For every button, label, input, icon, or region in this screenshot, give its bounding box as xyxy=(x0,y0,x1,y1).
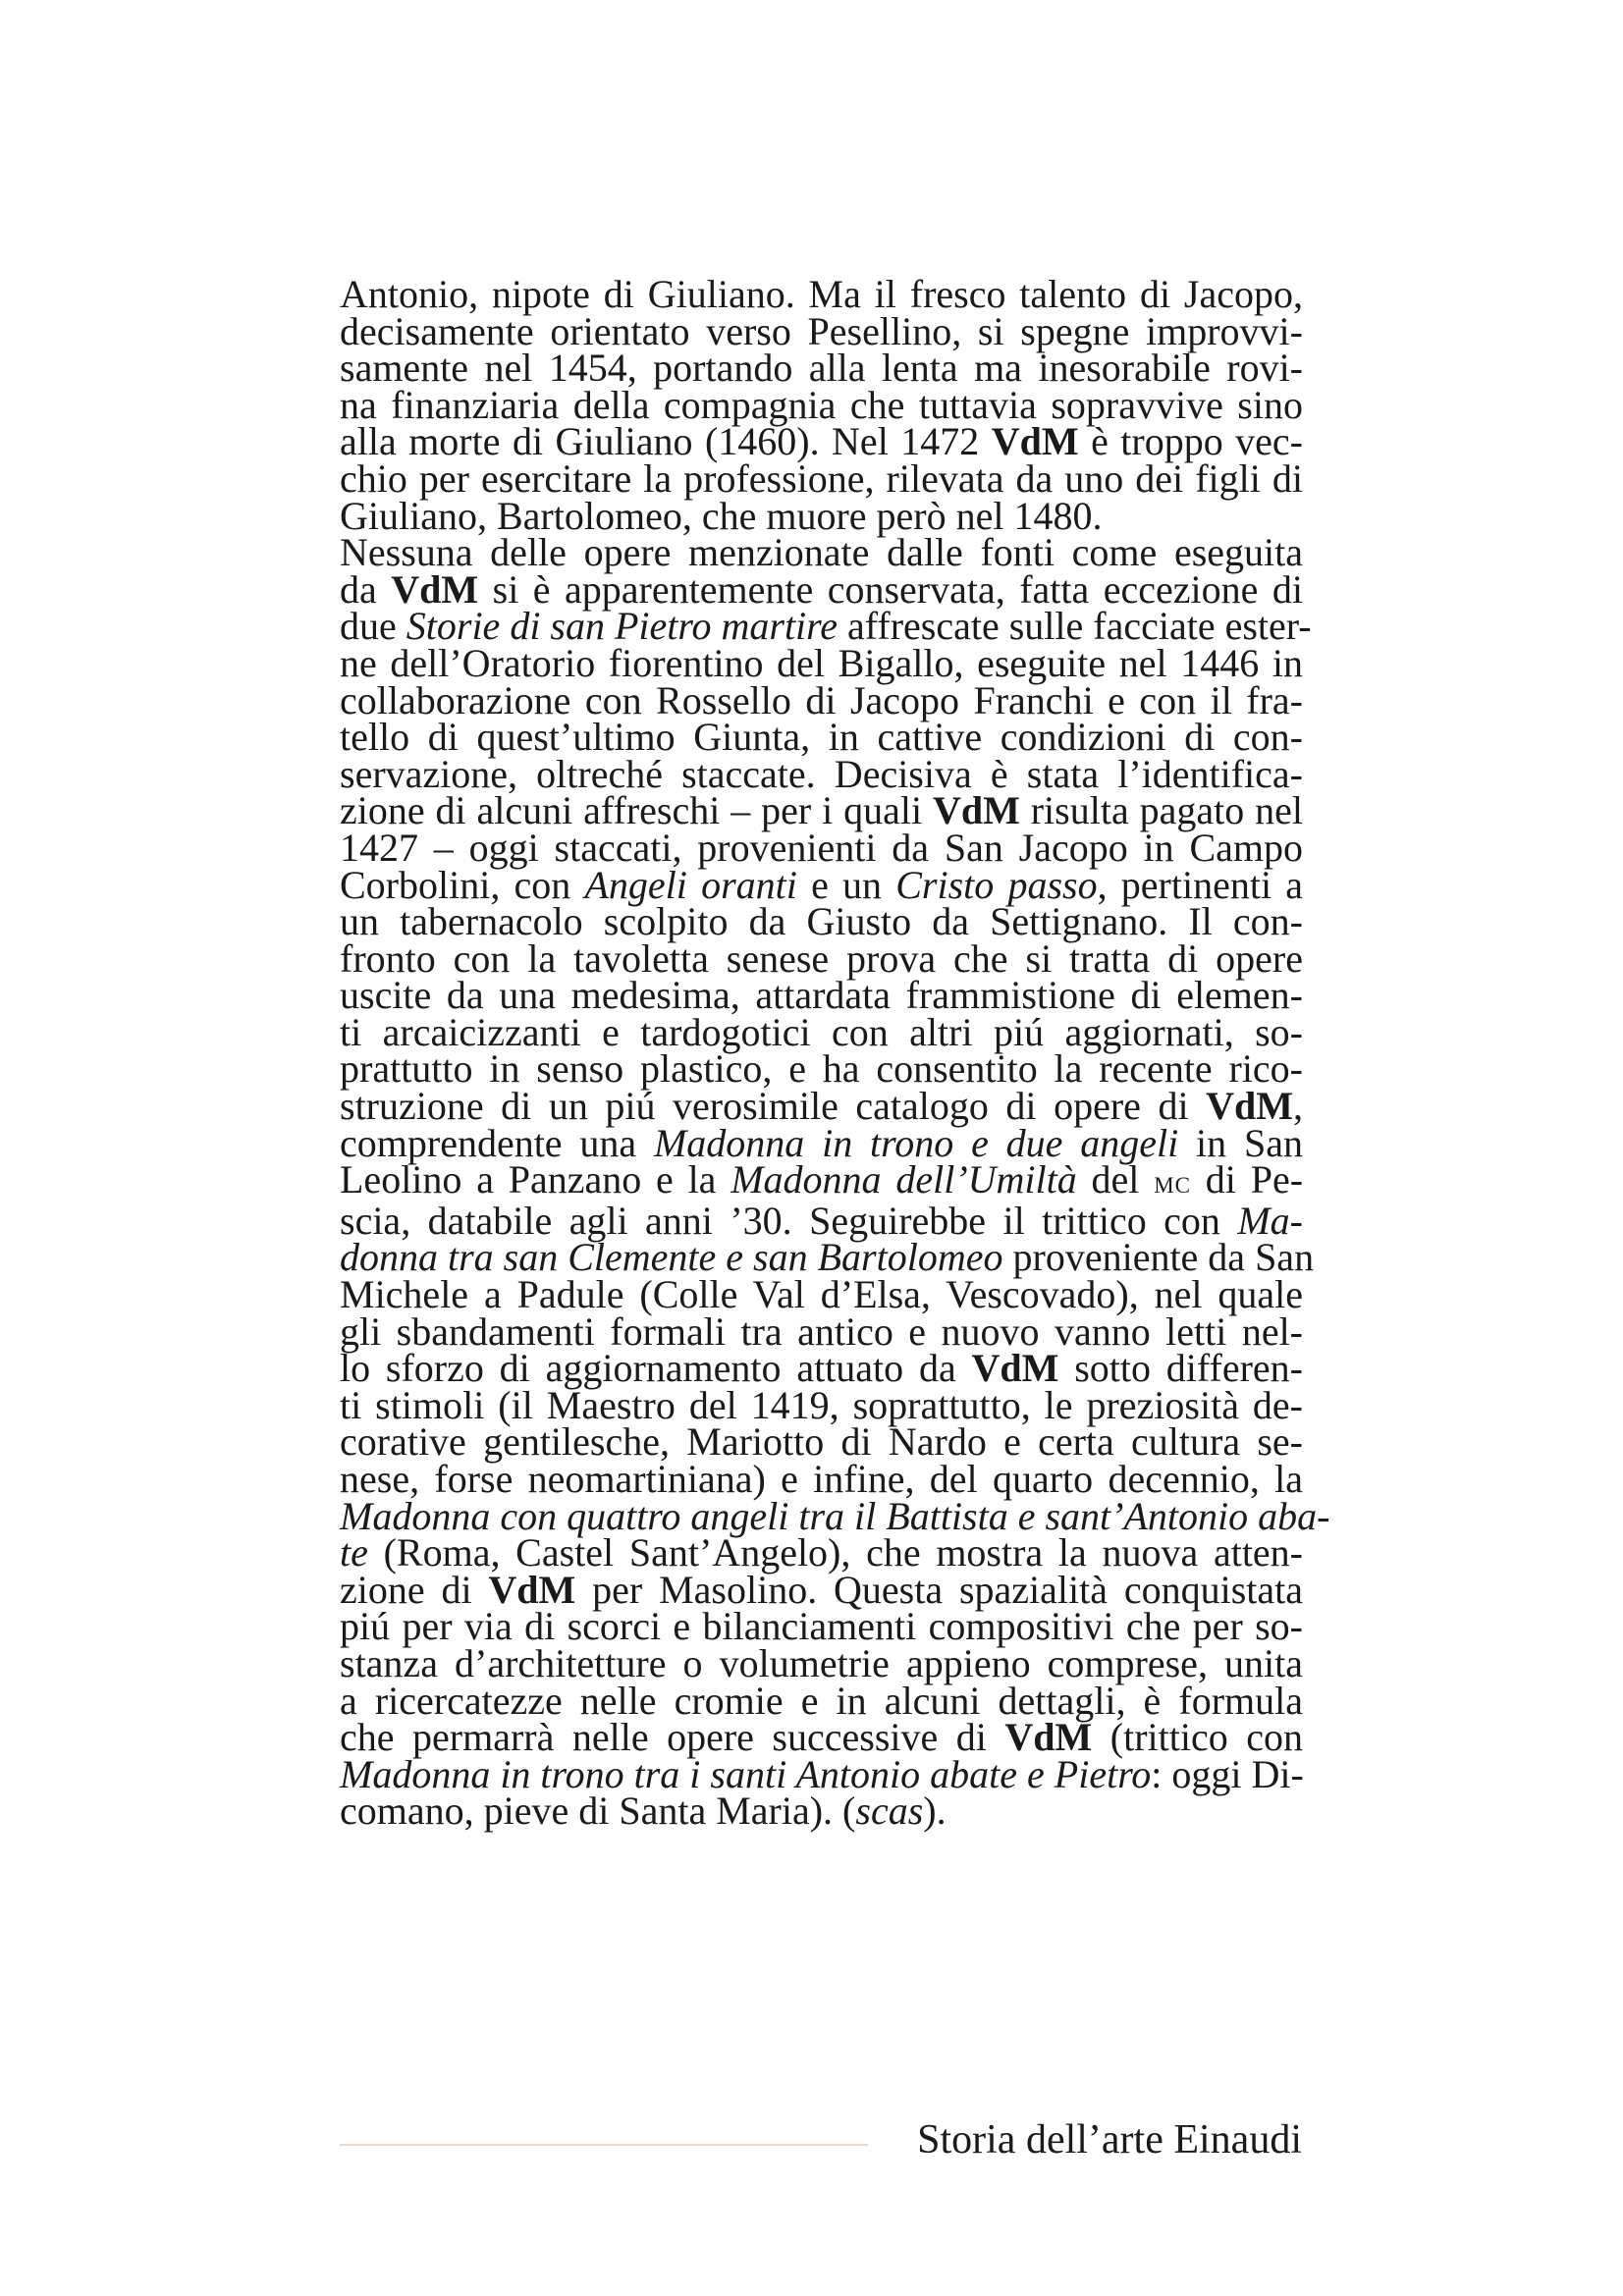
text-run: zione di alcuni affreschi – per i quali xyxy=(340,788,933,833)
text-run: che permarrà nelle opere successive di xyxy=(340,1715,1005,1760)
artist-abbrev: VdM xyxy=(932,788,1020,833)
text-line: piú per via di scorci e bilanciamenti compositivi che per so- xyxy=(340,1604,1303,1649)
text-line: nese, forse neomartiniana) e infine, del quarto decennio, la xyxy=(340,1457,1303,1501)
museum-abbrev: mc xyxy=(1154,1165,1192,1201)
artwork-title: Madonna in trono tra i santi Antonio abate e Pietro xyxy=(340,1751,1152,1796)
text-run: lo sforzo di aggiornamento attuato da xyxy=(340,1346,972,1391)
author-initials: scas xyxy=(855,1789,924,1834)
text-line xyxy=(340,566,1303,612)
text-line xyxy=(340,1198,1303,1243)
paragraph-1 xyxy=(340,272,1303,538)
artwork-title: Madonna in trono e due angeli xyxy=(653,1120,1179,1165)
artwork-title: Cristo passo xyxy=(895,862,1098,907)
text-line: Nessuna delle opere menzionate dalle fonti come eseguita xyxy=(340,530,1303,575)
text-run: proveniente da San xyxy=(1002,1235,1315,1280)
text-run: è troppo vec- xyxy=(1078,419,1303,464)
artist-abbrev: VdM xyxy=(1004,1715,1093,1760)
artwork-title: te xyxy=(340,1530,368,1575)
artist-abbrev: VdM xyxy=(488,1567,576,1612)
text-line: corative gentilesche, Mariotto di Nardo e certa cultura se- xyxy=(340,1419,1303,1465)
artwork-title: Angeli oranti xyxy=(584,862,797,907)
text-run: (Roma, Castel Sant’Angelo), che mostra la nuova atten- xyxy=(367,1530,1303,1575)
text-run: in San xyxy=(1178,1120,1303,1165)
text-run: comano, pieve di Santa Maria). ( xyxy=(340,1789,856,1834)
text-run: (trittico con xyxy=(1092,1715,1303,1760)
text-line xyxy=(340,1789,1303,1834)
text-line: ti stimoli (il Maestro del 1419, soprattutto, le preziosità de- xyxy=(340,1382,1303,1427)
artist-abbrev: VdM xyxy=(991,419,1079,464)
text-line xyxy=(340,1120,1303,1165)
text-line: servazione, oltreché staccate. Decisiva è stata l’identifica- xyxy=(340,751,1303,796)
text-run: si è apparentemente conservata, fatta eccezione di xyxy=(478,566,1303,612)
text-line xyxy=(340,1493,1330,1538)
text-line: samente nel 1454, portando alla lenta ma inesorabile rovi- xyxy=(340,346,1303,391)
text-line: collaborazione con Rossello di Jacopo Franchi e con il fra- xyxy=(340,677,1303,722)
text-line: a ricercatezze nelle cromie e in alcuni dettagli, è formula xyxy=(340,1678,1303,1723)
text-run: : oggi Di- xyxy=(1151,1751,1304,1796)
text-line xyxy=(340,788,1303,833)
text-run: risulta pagato nel xyxy=(1019,788,1303,833)
text-run: , xyxy=(1293,1084,1303,1129)
paragraph-2 xyxy=(340,530,1330,1834)
text-line xyxy=(340,1346,1303,1391)
body-text xyxy=(340,272,1330,1834)
text-line: tello di quest’ultimo Giunta, in cattive condizioni di con- xyxy=(340,715,1303,760)
text-line: Giuliano, Bartolomeo, che muore però nel 1480. xyxy=(340,493,1103,538)
text-line: na finanziaria della compagnia che tuttavia sopravvive sino xyxy=(340,382,1303,427)
text-line xyxy=(340,862,1304,907)
text-line: ti arcaicizzanti e tardogotici con altri piú aggiornati, so- xyxy=(340,1009,1303,1054)
text-run: zione di xyxy=(340,1567,489,1612)
text-line xyxy=(340,1235,1315,1280)
text-line xyxy=(340,604,1312,649)
text-line: un tabernacolo scolpito da Giusto da Settignano. Il con- xyxy=(340,899,1303,944)
text-line: Michele a Padule (Colle Val d’Elsa, Vescovado), nel quale xyxy=(340,1272,1303,1317)
text-line: uscite da una medesima, attardata frammistione di elemen- xyxy=(340,973,1303,1018)
text-run: due xyxy=(340,604,406,649)
artwork-title: Madonna dell’Umiltà xyxy=(730,1157,1077,1202)
text-run: Corbolini, con xyxy=(340,862,585,907)
text-run: del xyxy=(1076,1157,1155,1202)
text-line xyxy=(340,1751,1304,1796)
text-run: e un xyxy=(796,862,896,907)
text-line: stanza d’architetture o volumetrie appieno comprese, unita xyxy=(340,1640,1303,1685)
text-run: alla morte di Giuliano (1460). Nel 1472 xyxy=(340,419,992,464)
text-line xyxy=(340,419,1303,464)
artist-abbrev: VdM xyxy=(971,1346,1059,1391)
text-run: , pertinenti a xyxy=(1097,862,1304,907)
text-line: ne dell’Oratorio fiorentino del Bigallo, eseguite nel 1446 in xyxy=(340,640,1303,685)
text-line: 1427 – oggi staccati, provenienti da San Jacopo in Campo xyxy=(340,825,1303,870)
text-run: sotto differen- xyxy=(1058,1346,1303,1391)
text-run: da xyxy=(340,566,392,612)
text-line: fronto con la tavoletta senese prova che si tratta di opere xyxy=(340,935,1303,981)
text-line: Antonio, nipote di Giuliano. Ma il fresco talento di Jacopo, xyxy=(340,272,1303,316)
text-run: Leolino a Panzano e la xyxy=(340,1157,731,1202)
artwork-title: Storie di san Pietro martire xyxy=(406,604,839,649)
text-run: affrescate sulle facciate ester- xyxy=(838,604,1312,649)
artwork-title: Ma- xyxy=(1237,1198,1303,1243)
text-run: ). xyxy=(923,1789,947,1834)
text-line xyxy=(340,1530,1303,1575)
text-line: gli sbandamenti formali tra antico e nuovo vanno letti nel- xyxy=(340,1308,1303,1354)
text-run: scia, databile agli anni ’30. Seguirebbe il trittico con xyxy=(340,1198,1238,1243)
artwork-title: donna tra san Clemente e san Bartolomeo xyxy=(340,1235,1003,1280)
text-line xyxy=(340,1715,1303,1760)
text-run: di Pe- xyxy=(1191,1157,1304,1202)
footer-title: Storia dell’arte Einaudi xyxy=(917,2117,1302,2163)
text-run: struzione di un piú verosimile catalogo di opere di xyxy=(340,1084,1207,1129)
text-line: chio per esercitare la professione, rilevata da uno dei figli di xyxy=(340,455,1303,501)
footer-rule xyxy=(340,2144,868,2146)
text-line xyxy=(340,1567,1303,1612)
artwork-title: Madonna con quattro angeli tra il Battista e sant’Antonio aba- xyxy=(340,1493,1330,1538)
text-run: per Masolino. Questa spazialità conquistata xyxy=(575,1567,1303,1612)
artist-abbrev: VdM xyxy=(391,566,479,612)
text-line: prattutto in senso plastico, e ha consentito la recente rico- xyxy=(340,1046,1303,1092)
text-line xyxy=(340,1084,1303,1129)
text-run: comprendente una xyxy=(340,1120,654,1165)
artist-abbrev: VdM xyxy=(1206,1084,1293,1129)
text-line: decisamente orientato verso Pesellino, si spegne improvvi- xyxy=(340,308,1303,353)
text-line xyxy=(340,1157,1304,1202)
